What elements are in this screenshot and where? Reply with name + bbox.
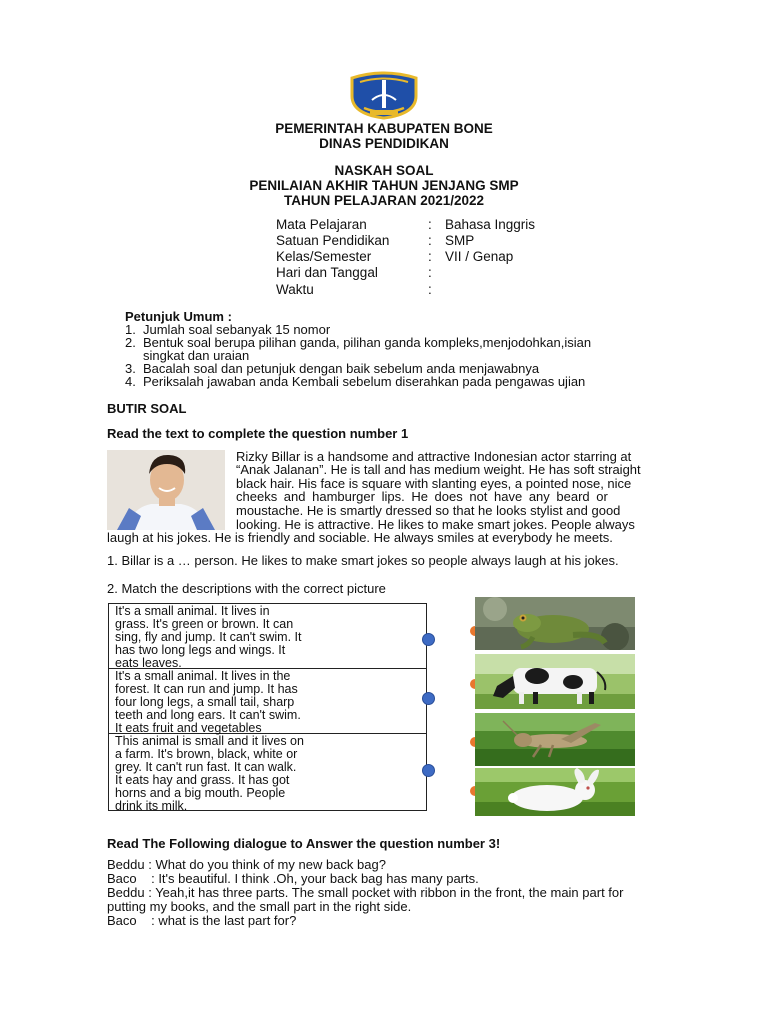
question-2: 2. Match the descriptions with the correct picture [107, 581, 386, 596]
match-description: This animal is small and it lives on a farm. It's brown, black, white or grey. It can't run fast. It can walk. It eats hay and grass. It has got horns and a big mouth. People drink its milk. [115, 734, 304, 813]
dialogue-line: Beddu : What do you think of my new back bag? [107, 857, 386, 872]
instruction-item-continued: singkat dan uraian [143, 348, 250, 363]
instruction-item: Bentuk soal berupa pilihan ganda, pilihan ganda kompleks,menjodohkan,isian [143, 335, 592, 350]
question-1-instruction: Read the text to complete the question number 1 [107, 426, 409, 441]
dialogue-line: Beddu : Yeah,it has three parts. The small pocket with ribbon in the front, the main part for [107, 885, 624, 900]
title-assessment: PENILAIAN AKHIR TAHUN JENJANG SMP [249, 178, 519, 193]
question-1: 1. Billar is a … person. He likes to make smart jokes so people always laugh at his jokes. [107, 553, 619, 568]
instruction-number: 4. [125, 374, 136, 389]
match-table [108, 603, 427, 811]
passage-line: cheeks and hamburger lips. He does not have any beard or [236, 489, 608, 504]
passage-line: “Anak Jalanan”. He is tall and has medium weight. He has soft straight [236, 462, 641, 477]
school-emblem-icon [346, 70, 422, 120]
instruction-number: 1. [125, 322, 136, 337]
passage-line: laugh at his jokes. He is friendly and sociable. He always smiles at everybody he meets. [107, 530, 613, 545]
passage-line: Rizky Billar is a handsome and attractive Indonesian actor starring at [236, 449, 632, 464]
instruction-number: 3. [125, 361, 136, 376]
grasshopper-picture [475, 713, 635, 766]
match-description: It's a small animal. It lives in the forest. It can run and jump. It has four long legs, a small tail, sharp teeth and long ears. It can't swim. It eats fruit and vegetables [109, 669, 426, 734]
title-year: TAHUN PELAJARAN 2021/2022 [283, 193, 485, 208]
instruction-number: 2. [125, 335, 136, 350]
title-naskah: NASKAH SOAL [334, 163, 434, 178]
instruction-item: Bacalah soal dan petunjuk dengan baik sebelum anda menjawabnya [143, 361, 540, 376]
question-3-instruction: Read The Following dialogue to Answer the question number 3! [107, 836, 501, 851]
rabbit-picture [475, 768, 635, 816]
instruction-item: Jumlah soal sebanyak 15 nomor [143, 322, 331, 337]
cow-picture [475, 654, 635, 709]
dialogue-line-continued: putting my books, and the small part in the right side. [107, 899, 412, 914]
dialogue-line: Baco : what is the last part for? [107, 913, 297, 928]
header-government: PEMERINTAH KABUPATEN BONE [275, 121, 493, 136]
match-description: It's a small animal. It lives in grass. It's green or brown. It can sing, fly and jump. It can't swim. It has two long legs and wings. It eats leaves. [109, 604, 426, 669]
header-department: DINAS PENDIDIKAN [319, 136, 449, 151]
match-connector-left[interactable] [422, 764, 435, 777]
match-connector-left[interactable] [422, 633, 435, 646]
match-connector-left[interactable] [422, 692, 435, 705]
section-butir-soal: BUTIR SOAL [107, 401, 187, 416]
instructions-title: Petunjuk Umum : [125, 309, 232, 324]
dialogue-line: Baco : It's beautiful. I think .Oh, your back bag has many parts. [107, 871, 479, 886]
actor-portrait [107, 450, 225, 530]
passage-line: looking. He is attractive. He likes to make smart jokes. People always [236, 517, 635, 532]
passage-line: moustache. He is smartly dressed so that he looks stylist and good [236, 503, 621, 518]
frog-picture [475, 597, 635, 650]
instruction-item: Periksalah jawaban anda Kembali sebelum diserahkan pada pengawas ujian [143, 374, 586, 389]
passage-line: black hair. His face is square with slanting eyes, a pointed nose, nice [236, 476, 632, 491]
